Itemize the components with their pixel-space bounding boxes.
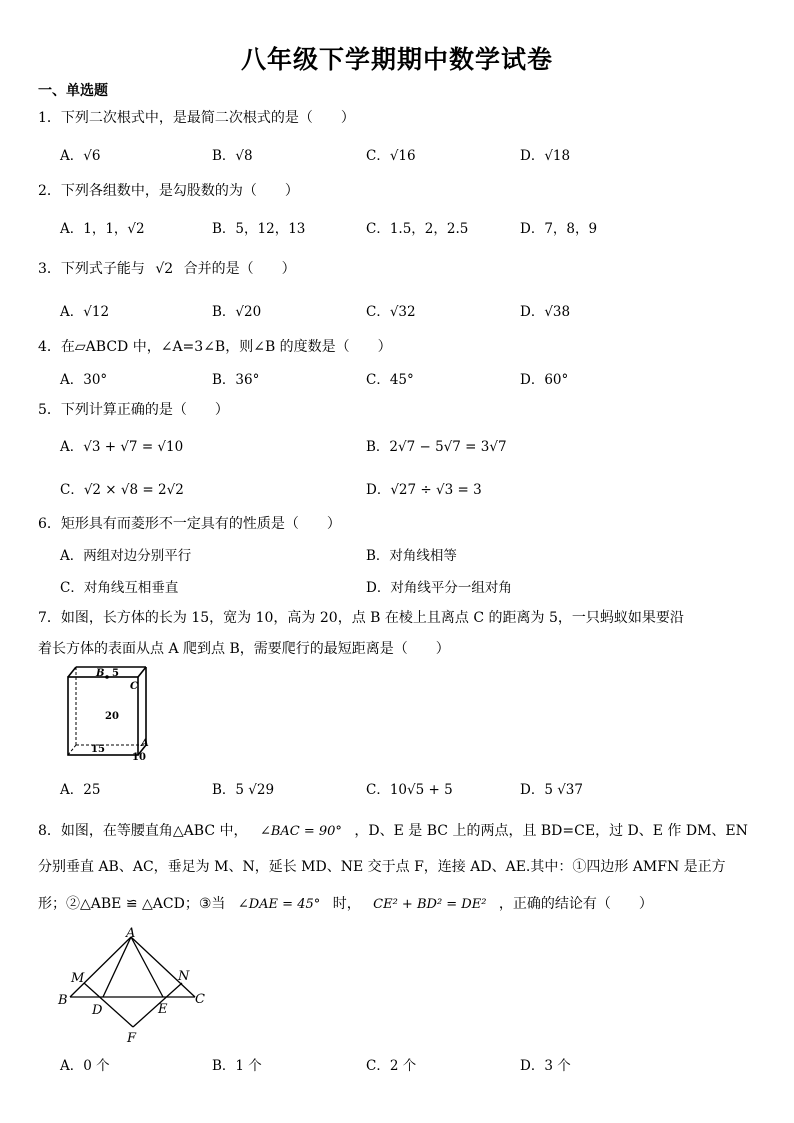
figure7-label-5: 5: [112, 668, 119, 679]
question-2-option-b[interactable]: B．5，12，13: [212, 221, 306, 237]
question-1-stem: 1．下列二次根式中，是最简二次根式的是（ ）: [38, 110, 355, 126]
question-2-stem: 2．下列各组数中，是勾股数的为（ ）: [38, 183, 299, 199]
figure8-label-n: N: [178, 969, 190, 984]
figure7-label-a: A: [141, 738, 149, 749]
question-4-stem: 4．在▱ABCD 中，∠A=3∠B，则∠B 的度数是（ ）: [38, 339, 392, 355]
question-1-option-c[interactable]: C．√16: [366, 148, 416, 164]
question-7-option-d[interactable]: D．5 √37: [520, 782, 583, 798]
question-8-stem-line2: 分别垂直 AB、AC，垂足为 M、N，延长 MD、NE 交于点 F，连接 AD、AE.其中：①四边形 AMFN 是正方: [38, 859, 726, 875]
question-4-option-a[interactable]: A．30°: [60, 372, 108, 388]
question-8-stem-line3: [38, 893, 653, 913]
figure7-label-15: 15: [91, 744, 105, 755]
question-8-line3-part3: ，正确的结论有（ ）: [498, 896, 653, 912]
question-8-line1-part1: 8．如图，在等腰直角△ABC 中，: [38, 823, 248, 839]
question-2-option-c[interactable]: C．1.5，2，2.5: [366, 221, 469, 237]
figure8-label-f: F: [127, 1031, 137, 1045]
figure8-label-a: A: [126, 926, 136, 941]
question-7-option-c[interactable]: C．10√5 + 5: [366, 782, 453, 798]
question-8-triangle-figure: [55, 925, 215, 1045]
figure8-label-m: M: [71, 971, 85, 986]
figure7-label-20: 20: [105, 711, 119, 722]
question-5-option-d[interactable]: D．√27 ÷ √3 = 3: [366, 482, 482, 498]
question-3-option-a[interactable]: A．√12: [60, 304, 110, 320]
question-8-line1-part2: ，D、E 是 BC 上的两点，且 BD=CE，过 D、E 作 DM、EN: [354, 823, 748, 839]
question-8-line3-part2: 时，: [332, 896, 361, 912]
question-7-option-a[interactable]: A．25: [60, 782, 101, 798]
question-6-stem: 6．矩形具有而菱形不一定具有的性质是（ ）: [38, 516, 341, 532]
question-3-stem-part2: 合并的是（ ）: [183, 261, 296, 277]
question-5-option-b[interactable]: B．2√7 − 5√7 = 3√7: [366, 439, 507, 455]
question-1-option-b[interactable]: B．√8: [212, 148, 253, 164]
page-title: 八年级下学期期中数学试卷: [240, 45, 553, 74]
figure7-label-10: 10: [132, 752, 146, 762]
question-4-option-d[interactable]: D．60°: [520, 372, 569, 388]
question-8-option-c[interactable]: C．2 个: [366, 1058, 417, 1074]
question-6-option-c[interactable]: C．对角线互相垂直: [60, 580, 179, 596]
question-5-option-a[interactable]: A．√3 + √7 = √10: [60, 439, 184, 455]
figure7-label-c: C: [130, 681, 138, 692]
question-7-stem-line2: 着长方体的表面从点 A 爬到点 B，需要爬行的最短距离是（ ）: [38, 641, 450, 657]
figure8-label-b: B: [58, 993, 68, 1008]
question-1-option-a[interactable]: A．√6: [60, 148, 101, 164]
question-8-stem-line1: [38, 820, 748, 840]
figure8-label-c: C: [195, 992, 205, 1007]
section-heading: 一、单选题: [38, 83, 108, 99]
question-7-cuboid-figure: [58, 662, 158, 762]
question-1-option-d[interactable]: D．√18: [520, 148, 571, 164]
figure8-label-e: E: [158, 1002, 168, 1017]
question-4-option-c[interactable]: C．45°: [366, 372, 414, 388]
question-8-option-a[interactable]: A．0 个: [60, 1058, 110, 1074]
figure7-label-b: B: [96, 668, 105, 679]
question-8-equation: CE² + BD² = DE²: [373, 897, 487, 912]
question-8-angle-dae: ∠DAE = 45°: [237, 897, 321, 912]
question-3-option-d[interactable]: D．√38: [520, 304, 571, 320]
question-3-stem-part1: 3．下列式子能与: [38, 261, 145, 277]
question-5-option-c[interactable]: C．√2 × √8 = 2√2: [60, 482, 184, 498]
question-5-stem: 5．下列计算正确的是（ ）: [38, 402, 229, 418]
question-8-line3-part1: 形；②△ABE ≌ △ACD；③当: [38, 896, 226, 912]
question-7-stem-line1: 7．如图，长方体的长为 15，宽为 10，高为 20，点 B 在棱上且离点 C 的距离为 5，一只蚂蚁如果要沿: [38, 610, 684, 626]
question-8-option-d[interactable]: D．3 个: [520, 1058, 571, 1074]
question-6-option-a[interactable]: A．两组对边分别平行: [60, 548, 192, 564]
question-6-option-d[interactable]: D．对角线平分一组对角: [366, 580, 512, 596]
question-3-option-b[interactable]: B．√20: [212, 304, 262, 320]
question-2-option-d[interactable]: D．7，8，9: [520, 221, 598, 237]
question-2-option-a[interactable]: A．1，1，√2: [60, 221, 145, 237]
question-3-stem-math: √2: [155, 261, 174, 277]
question-3-stem: [38, 258, 296, 278]
question-7-option-b[interactable]: B．5 √29: [212, 782, 275, 798]
question-3-option-c[interactable]: C．√32: [366, 304, 416, 320]
question-8-option-b[interactable]: B．1 个: [212, 1058, 262, 1074]
question-6-option-b[interactable]: B．对角线相等: [366, 548, 457, 564]
question-8-angle-bac: ∠BAC = 90°: [259, 824, 342, 839]
question-4-option-b[interactable]: B．36°: [212, 372, 260, 388]
figure8-label-d: D: [92, 1003, 103, 1018]
